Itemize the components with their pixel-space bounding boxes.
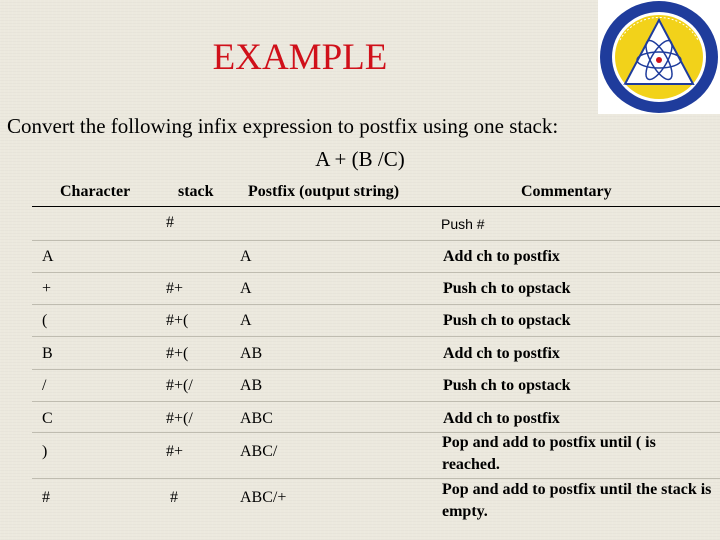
char-cell: B — [42, 345, 53, 362]
header-stack: stack — [178, 183, 214, 200]
comment-cell: Pop and add to postfix until the stack is empty. — [442, 481, 712, 520]
slide-title: EXAMPLE — [212, 37, 388, 78]
header-underline-commentary — [436, 206, 720, 207]
char-cell: # — [42, 489, 50, 506]
stack-cell: #+( — [166, 345, 189, 362]
row-divider — [32, 336, 720, 337]
postfix-cell: AB — [240, 345, 263, 362]
char-cell: ) — [42, 443, 48, 460]
postfix-cell: AB — [240, 377, 263, 394]
init-comment-cell: Push # — [441, 216, 485, 232]
postfix-cell: ABC/ — [240, 443, 278, 460]
university-seal-icon — [598, 0, 720, 114]
char-cell: ( — [42, 312, 48, 329]
postfix-cell: A — [240, 312, 252, 329]
stack-cell: #+(/ — [166, 410, 193, 427]
header-underline-character — [32, 206, 166, 207]
infix-expression: A + (B /C) — [315, 147, 405, 171]
row-divider — [32, 272, 720, 273]
header-underline-stack — [166, 206, 232, 207]
postfix-cell: ABC/+ — [240, 489, 287, 506]
comment-cell: Add ch to postfix — [443, 345, 560, 362]
init-stack-cell: # — [166, 214, 174, 231]
comment-cell: Pop and add to postfix until ( is reached. — [442, 434, 656, 473]
row-divider — [32, 240, 720, 241]
postfix-cell: A — [240, 280, 252, 297]
row-divider — [32, 401, 720, 402]
university-seal-logo — [598, 0, 720, 114]
stack-cell: #+ — [166, 280, 184, 297]
stack-cell: #+ — [166, 443, 184, 460]
instruction-text: Convert the following infix expression to postfix using one stack: — [7, 114, 559, 138]
header-underline-postfix — [232, 206, 436, 207]
comment-cell: Push ch to opstack — [443, 280, 571, 297]
header-commentary: Commentary — [521, 183, 612, 200]
row-divider — [32, 369, 720, 370]
header-postfix: Postfix (output string) — [248, 183, 400, 200]
char-cell: C — [42, 410, 53, 427]
char-cell: + — [42, 280, 52, 297]
stack-cell: #+(/ — [166, 377, 193, 394]
comment-cell: Push ch to opstack — [443, 377, 571, 394]
stack-cell: #+( — [166, 312, 189, 329]
comment-cell: Push ch to opstack — [443, 312, 571, 329]
header-character: Character — [60, 183, 131, 200]
stack-cell: # — [166, 489, 178, 506]
row-divider — [32, 304, 720, 305]
postfix-cell: A — [240, 248, 252, 265]
comment-cell: Add ch to postfix — [443, 248, 560, 265]
postfix-cell: ABC — [240, 410, 273, 427]
comment-cell: Add ch to postfix — [443, 410, 560, 427]
char-cell: A — [42, 248, 54, 265]
char-cell: / — [42, 377, 47, 394]
